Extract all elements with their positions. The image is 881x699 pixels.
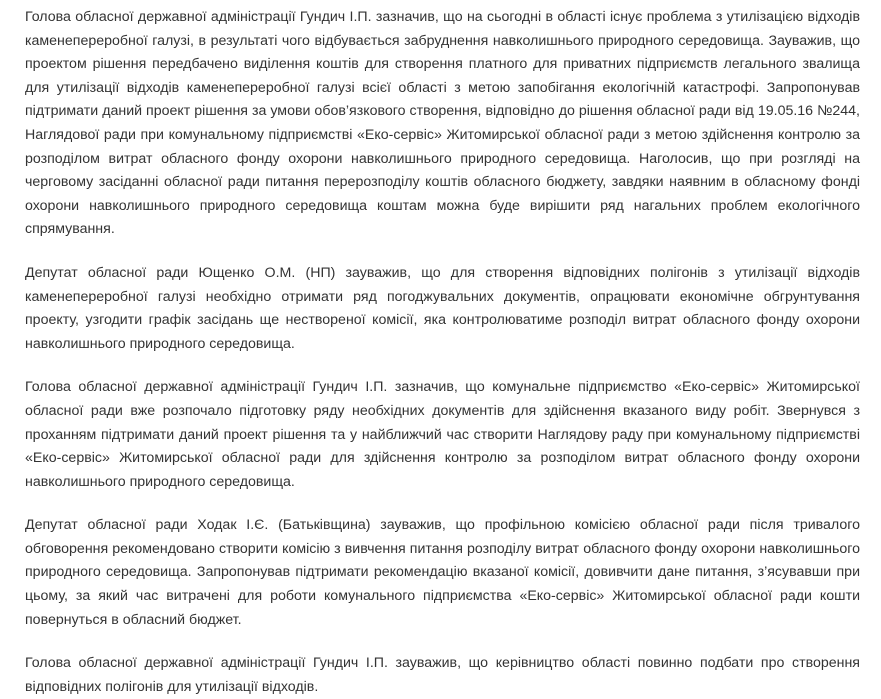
- paragraph-khodak-statement: Депутат обласної ради Ходак І.Є. (Батьківщина) зауважив, що профільною комісією обласної ради після тривалого обговорення рекомендовано створити комісію з вивчення питання розподілу витрат обласного фонду охорони навколишнього природного середовища. Запропонував підтримати рекомендацію вказаної комісії, довивчити дане питання, з’ясувавши при цьому, за який час витрачені для роботи комунального підприємства «Еко-сервіс» Житомирської обласної ради кошти повернуться в обласний бюджет.: [25, 517, 860, 628]
- document-body: [25, 6, 860, 699]
- paragraph-gundych-statement-1: Голова обласної державної адміністрації Гундич І.П. зазначив, що на сьогодні в області існує проблема з утилізацією відходів каменепереробної галузі, в результаті чого відбувається забруднення навколишнього природного середовища. Зауважив, що проектом рішення передбачено виділення коштів для створення платного для приватних підприємств легального звалища для утилізації відходів каменепереробної галузі всієї області з метою запобігання екологічній катастрофі. Запропонував підтримати даний проект рішення за умови обов’язкового створення, відповідно до рішення обласної ради від 19.05.16 №244, Наглядової ради при комунальному підприємстві «Еко-сервіс» Житомирської обласної ради з метою здійснення контролю за розподілом витрат обласного фонду охорони навколишнього природного середовища. Наголосив, що при розгляді на черговому засіданні обласної ради питання перерозподілу коштів обласного бюджету, завдяки наявним в обласному фонді охорони навколишнього природного середовища коштам можна буде вирішити ряд нагальних проблем екологічного спрямування.: [25, 9, 860, 238]
- paragraph-gundych-statement-3: Голова обласної державної адміністрації Гундич І.П. зауважив, що керівництво області повинно подбати про створення відповідних полігонів для утилізації відходів.: [25, 655, 860, 695]
- paragraph-gundych-statement-2: Голова обласної державної адміністрації Гундич І.П. зазначив, що комунальне підприємство «Еко-сервіс» Житомирської обласної ради вже розпочало підготовку ряду необхідних документів для здійснення вказаного виду робіт. Звернувся з проханням підтримати даний проект рішення та у найближчий час створити Наглядову раду при комунальному підприємстві «Еко-сервіс» Житомирської обласної ради для здійснення контролю за розподілом витрат обласного фонду охорони навколишнього природного середовища.: [25, 379, 860, 490]
- paragraph-yushchenko-statement: Депутат обласної ради Ющенко О.М. (НП) зауважив, що для створення відповідних полігонів з утилізації відходів каменепереробної галузі необхідно отримати ряд погоджувальних документів, опрацювати економічне обгрунтування проекту, узгодити графік засідань ще нествореної комісії, яка контролюватиме розподіл витрат обласного фонду охорони навколишнього природного середовища.: [25, 264, 860, 352]
